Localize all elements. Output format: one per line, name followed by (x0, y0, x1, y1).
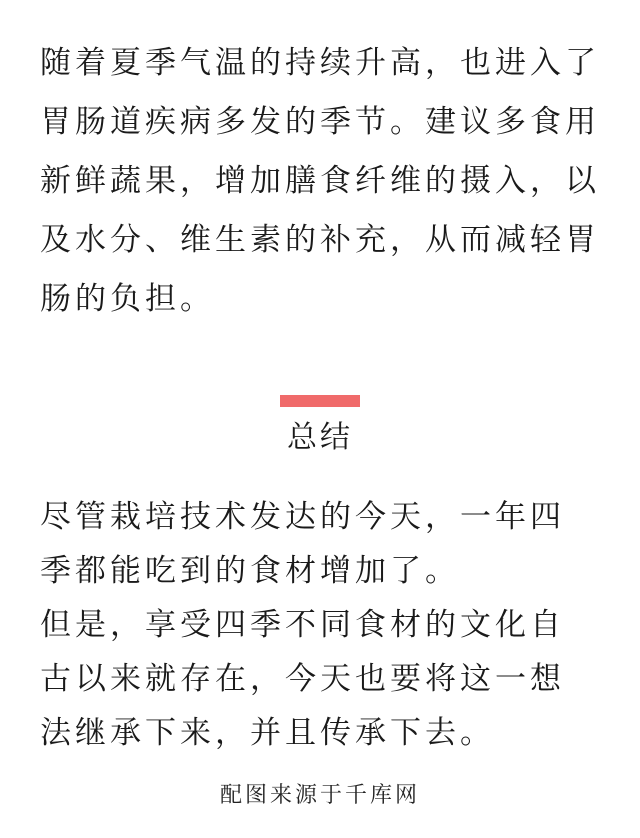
section-divider-bar (280, 395, 360, 407)
image-source-caption: 配图来源于千库网 (219, 783, 420, 808)
section-title: 总结 (287, 420, 353, 455)
summary-block (40, 490, 580, 760)
summary-paragraph-1: 尽管栽培技术发达的今天，一年四季都能吃到的食材增加了。 (40, 499, 565, 589)
intro-paragraph: 随着夏季气温的持续升高，也进入了胃肠道疾病多发的季节。建议多食用新鲜蔬果，增加膳食纤维的摄入，以及水分、维生素的补充，从而减轻胃肠的负担。 (40, 45, 600, 317)
summary-paragraph-2: 但是，享受四季不同食材的文化自古以来就存在，今天也要将这一想法继承下来，并且传承下去。 (40, 607, 565, 751)
